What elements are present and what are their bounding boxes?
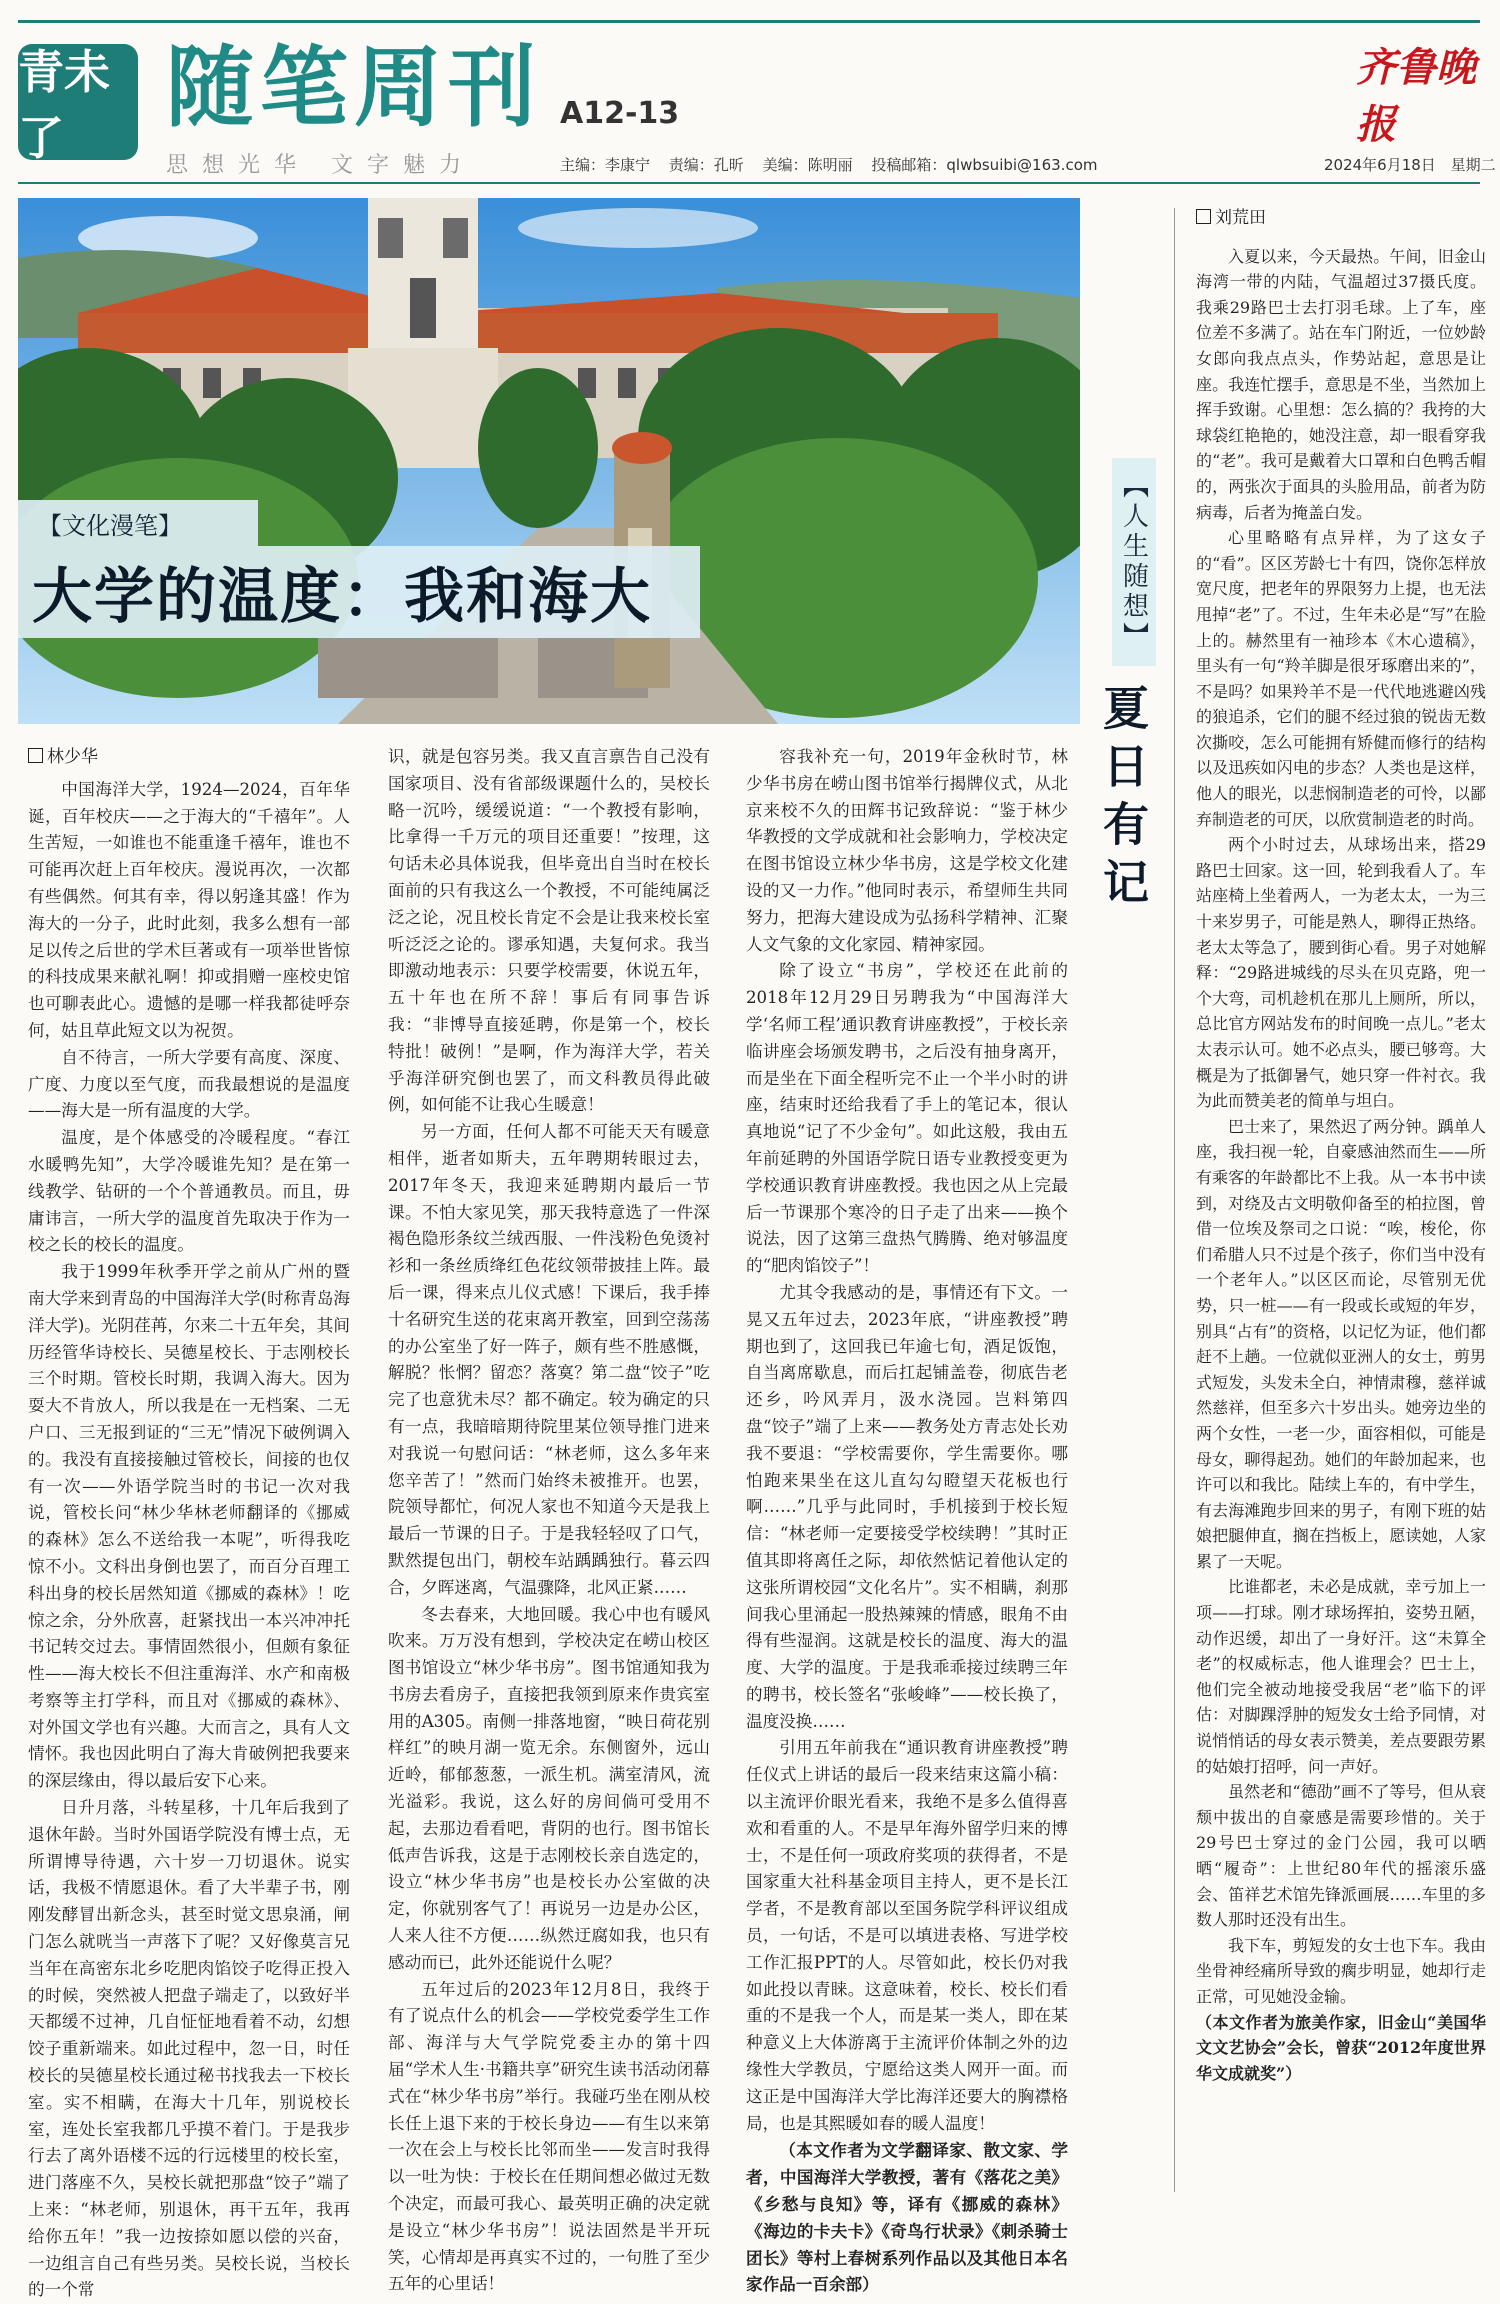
header-rule-top [18,20,1480,23]
paragraph: 五年过后的2023年12月8日，我终于有了说点什么的机会——学校党委学生工作部、海洋与大气学院党委主办的第十四届“学术人生·书籍共享”研究生读书活动闭幕式在“林少华书房”举行。我碰巧坐在刚从校长任上退下来的于校长身边——有生以来第一次在会上与校长比邻而坐——发言时我得以一吐为快：于校长在任期间想必做过无数个决定，而最可我心、最英明正确的决定就是设立“林少华书房”！说法固然是半开玩笑，心情却是再真实不过的，一句胜了至少五年的心里话！ [388,1979,710,2294]
chief-editor: 主编：李康宁 [560,156,651,174]
paragraph: 另一方面，任何人都不可能天天有暖意相伴，逝者如斯夫，五年聘期转眼过去，2017年冬天，我迎来延聘期内最后一节课。不怕大家见笑，那天我特意选了一件深褐色隐形条纹兰绒西服、一件浅粉色免烫衬衫和一条丝质绛红色花纹领带披挂上阵。最后一课，得来点儿仪式感！下课后，我手捧十名研究生送的花束离开教室，回到空荡荡的办公室坐了好一阵子，颇有些不胜感慨，解脱？怅惘？留恋？落寞？第二盘“饺子”吃完了也意犹未尽？都不确定。较为确定的只有一点，我暗暗期待院里某位领导推门进来对我说一句慰问话：“林老师，这么多年来您辛苦了！”然而门始终未被推开。也罢，院领导都忙，何况人家也不知道今天是我上最后一节课的日子。于是我轻轻叹了口气，默然提包出门，朝校车站踽踽独行。暮云四合，夕晖迷离，气温骤降，北风正紧…… [388,1122,710,1597]
paragraph: 入夏以来，今天最热。午间，旧金山海湾一带的内陆，气温超过37摄氏度。我乘29路巴士去打羽毛球。上了车，座位差不多满了。站在车门附近，一位妙龄女郎向我点点头，作势站起，意思是让座。我连忙摆手，意思是不坐，当然加上挥手致谢。心里想：怎么搞的？我挎的大球袋红艳艳的，她没注意，却一眼看穿我的“老”。我可是戴着大口罩和白色鸭舌帽的，两张次于面具的头脸用品，前者为防病毒，后者为掩盖白发。 [1196,246,1486,522]
editor-credits [560,154,1111,175]
paragraph: 虽然老和“德劭”画不了等号，但从衰颓中拔出的自豪感是需要珍惜的。关于29号巴士穿过的金门公园，我可以晒晒“履奇”：上世纪80年代的摇滚乐盛会、笛祥艺术馆先锋派画展……车里的多数人那时还没有出生。 [1196,1782,1486,1930]
paragraph: 两个小时过去，从球场出来，搭29路巴士回家。这一回，轮到我看人了。车站座椅上坐着两人，一为老太太，一为三十来岁男子，可能是熟人，聊得正热络。老太太等急了，腰到街心看。男子对她解释：“29路进城线的尽头在贝克路，兜一个大弯，司机趁机在那儿上厕所，所以，总比官方网站发布的时间晚一点儿。”老太太表示认可。她不必点头，腰已够弯。大概是为了抵御暑气，她只穿一件衬衣。我为此而赞美老的简单与坦白。 [1196,835,1486,1111]
article-column-2 [388,744,710,2298]
article-category-tag: 【文化漫笔】 [18,500,258,546]
author-note: （本文作者为文学翻译家、散文家、学者，中国海洋大学教授，著有《落花之美》《乡愁与良知》等，译有《挪威的森林》《海边的卡夫卡》《奇鸟行状录》《刺杀骑士团长》等村上春树系列作品以及其他日本名家作品一百余部） [746,2140,1068,2295]
sidebar-author-name: 刘荒田 [1215,208,1266,228]
paragraph: 自不待言，一所大学要有高度、深度、广度、力度以至气度，而我最想说的是温度——海大是一所有温度的大学。 [28,1047,350,1121]
sidebar-divider [1174,208,1175,2192]
article-column-3 [746,744,1068,2298]
author-name: 林少华 [47,747,98,767]
paragraph: 温度，是个体感受的冷暖程度。“春江水暖鸭先知”，大学冷暖谁先知？是在第一线教学、钻研的一个个普通教员。而且，毋庸讳言，一所大学的温度首先取决于作为一校之长的校长的温度。 [28,1128,350,1255]
column-logo: 青未了 [18,44,138,160]
campus-photo [18,198,1080,724]
paragraph: 心里略略有点异样，为了这女子的“看”。区区芳龄七十有四，饶你怎样放宽尺度，把老年的界限努力上提，也无法甩掉“老”了。不过，生年未必是“写”在脸上的。赫然里有一袖珍本《木心遗稿》，里头有一句“羚羊脚是很牙琢磨出来的”，不是吗？如果羚羊不是一代代地逃避凶残的狼追杀，它们的腿不经过狼的锐齿无数次撕咬，怎么可能拥有矫健而修行的结构以及迅疾如闪电的步态？人类也是这样，他人的眼光，以悲悯制造老的可怜，以鄙弃制造老的可厌，以欣赏制造老的时尚。 [1196,528,1486,829]
sidebar-column [1196,206,1486,2086]
art-editor: 美编：陈明丽 [762,156,853,174]
page-number: A12-13 [560,96,680,131]
page-title: 随笔周刊 [166,36,543,139]
paragraph: 日升月落，斗转星移，十几年后我到了退休年龄。当时外国语学院没有博士点，无所谓博导待遇，六十岁一刀切退休。说实话，我极不情愿退休。看了大半辈子书，刚刚发酵冒出新念头，甚至时觉文思泉涌，闸门怎么就咣当一声落下了呢？又好像莫言兄当年在高密东北乡吃肥肉馅饺子吃得正投入的时候，突然被人把盘子端走了，以致好半天都缓不过神，几自怔怔地看着不动，幻想饺子重新端来。如此过程中，忽一日，时任校长的吴德星校长通过秘书找我去一下校长室。实不相瞒，在海大十几年，别说校长室，连处长室我都几乎摸不着门。于是我步行去了离外语楼不远的行远楼里的校长室，进门落座不久，吴校长就把那盘“饺子”端了上来：“林老师，别退休，再干五年，我再给你五年！”我一边按捺如愿以偿的兴奋，一边组言自己有些另类。吴校长说，当校长的一个常 [28,1798,350,2300]
responsible-editor: 责编：孔昕 [668,156,744,174]
sidebar-author-byline [1196,206,1486,232]
paragraph: 识，就是包容另类。我又直言禀告自己没有国家项目、没有省部级课题什么的，吴校长略一沉吟，缓缓说道：“一个教授有影响，比拿得一千万元的项目还重要！”按理，这句话未必具体说我，但毕竟出自当时在校长面前的只有我这么一个教授，不可能纯属泛泛之论，况且校长肯定不会是让我来校长室听泛泛之论的。谬承知遇，夫复何求。我当即激动地表示：只要学校需要，休说五年，五十年也在所不辞！事后有同事告诉我：“非博导直接延聘，你是第一个，校长特批！破例！”是啊，作为海洋大学，若关乎海洋研究倒也罢了，而文科教员得此破例，如何能不让我心生暖意！ [388,747,710,1115]
slogan: 思想光华 文字魅力 [166,153,475,178]
article-column-1 [28,744,350,2304]
sidebar-headline: 夏日有记 [1096,684,1150,916]
date-text: 2024年6月18日 [1324,156,1436,174]
paragraph: 比谁都老，未必是成就，幸亏加上一项——打球。刚才球场挥拍，姿势丑陋，动作迟缓，却出了一身好汗。这“未算全老”的权威标志，他人谁理会？巴士上，他们完全被动地接受我居“老”临下的评估：对脚踝浮肿的短发女士给予同情，对说悄悄话的母女表示赞美，差点要跟劳累的姑娘打招呼，问一声好。 [1196,1577,1486,1776]
paragraph: 尤其令我感动的是，事情还有下文。一晃又五年过去，2023年底，“讲座教授”聘期也到了，这回我已年逾七旬，酒足饭饱，自当离席歇息，而后扛起铺盖卷，彻底告老还乡，吟风弄月，汲水浇园。岂料第四盘“饺子”端了上来——教务处方青志处长劝我不要退：“学校需要你，学生需要你。哪怕跑来果坐在这儿直勾勾瞪望天花板也行啊……”几乎与此同时，手机接到于校长短信：“林老师一定要接受学校续聘！”其时正值其即将离任之际，却依然惦记着他认定的这张所谓校园“文化名片”。实不相瞒，刹那间我心里涌起一股热辣辣的情感，眼角不由得有些湿润。这就是校长的温度、海大的温度、大学的温度。于是我乖乖接过续聘三年的聘书，校长签名“张峻峰”——校长换了，温度没换…… [746,1282,1068,1731]
paragraph: 容我补充一句，2019年金秋时节，林少华书房在崂山图书馆举行揭牌仪式，从北京来校不久的田辉书记致辞说：“鉴于林少华教授的文学成就和社会影响力，学校决定在图书馆设立林少华书房，这是学校文化建设的又一力作。”他同时表示，希望师生共同努力，把海大建设成为弘扬科学精神、汇聚人文气象的文化家园、精神家园。 [746,747,1068,954]
sidebar-category-tag: 【人生随想】 [1112,458,1156,666]
author-byline [28,744,350,771]
submission-email[interactable]: 投稿邮箱：qlwbsuibi@163.com [871,156,1098,174]
paragraph: 我下车，剪短发的女士也下车。我由坐骨神经痛所导致的瘸步明显，她却行走正常，可见她没金输。 [1196,1935,1486,2006]
byline-box-icon [28,748,43,763]
paragraph: 中国海洋大学，1924—2024，百年华诞，百年校庆——之于海大的“千禧年”。人生苦短，一如谁也不能重逢千禧年，谁也不可能再次赶上百年校庆。漫说再次，一次都有些偶然。何其有幸，得以躬逢其盛！作为海大的一分子，此时此刻，我多么想有一部足以传之后世的学术巨著或有一项举世皆惊的科技成果来献礼啊！抑或捐赠一座校史馆也可聊表此心。遗憾的是哪一样我都徒呼奈何，姑且草此短文以为祝贺。 [28,779,350,1040]
paragraph: 除了设立“书房”，学校还在此前的2018年12月29日另聘我为“中国海洋大学‘名师工程’通识教育讲座教授”，于校长亲临讲座会场颁发聘书，之后没有抽身离开，而是坐在下面全程听完不止一个半小时的讲座，结束时还给我看了手上的笔记本，很认真地说“记了不少金句”。如此这般，我由五年前延聘的外国语学院日语专业教授变更为学校通识教育讲座教授。我也因之从上完最后一节课那个寒冷的日子走了出来——换个说法，因了这第三盘热气腾腾、绝对够温度的“肥肉馅饺子”！ [746,961,1068,1276]
weekday-text: 星期二 [1450,156,1496,174]
paragraph: 巴士来了，果然迟了两分钟。踽单人座，我扫视一轮，自豪感油然而生——所有乘客的年龄都比不上我。从一本书中读到，对绕及古文明敬仰备至的柏拉图，曾借一位埃及祭司之口说：“唉，梭伦，你们希腊人只不过是个孩子，你们当中没有一个老年人。”以区区而论，尽管别无优势，只一桩——有一段或长或短的年岁，别具“占有”的资格，以记忆为证，他们都赶不上趟。一位就似亚洲人的女士，剪男式短发，头发未全白，神情肃穆，慈祥诚然慈祥，但至多六十岁出头。她旁边坐的两个女性，一老一少，面容相似，可能是母女，聊得起劲。她们的年龄加起来，也许可以和我比。陆续上车的，有中学生，有去海滩跑步回来的男子，有刚下班的姑娘把腿伸直，搁在挡板上，愿读她，人家累了一天呢。 [1196,1116,1486,1571]
article-headline: 大学的温度：我和海大 [18,546,700,638]
paragraph: 冬去春来，大地回暖。我心中也有暖风吹来。万万没有想到，学校决定在崂山校区图书馆设立“林少华书房”。图书馆通知我为书房去看房子，直接把我领到原来作贵宾室用的A305。南侧一排落地窗，“映日荷花别样红”的映月湖一览无余。东侧窗外，远山近岭，郁郁葱葱，一派生机。满室清风，流光溢彩。我说，这么好的房间倘可受用不起，去那边看看吧，背阴的也行。图书馆长低声告诉我，这是于志刚校长亲自选定的，设立“林少华书房”也是校长办公室做的决定，你就别客气了！再说另一边是办公区，人来人往不方便……纵然迂腐如我，也只有感动而已，此外还能说什么呢？ [388,1604,710,1972]
issue-date [1314,154,1496,175]
header-rule [18,182,1480,184]
sidebar-author-note: （本文作者为旅美作家，旧金山“美国华文文艺协会”会长，曾获“2012年度世界华文成就奖”） [1196,2012,1486,2083]
paragraph: 我于1999年秋季开学之前从广州的暨南大学来到青岛的中国海洋大学(时称青岛海洋大学)。光阴荏苒，尔来二十五年矣，其间历经管华诗校长、吴德星校长、于志刚校长三个时期。管校长时期，我调入海大。因为耍大不肯放人，所以我是在一无档案、二无户口、三无报到证的“三无”情况下破例调入的。我没有直接接触过管校长，间接的也仅有一次——外语学院当时的书记一次对我说，管校长问“林少华林老师翻译的《挪威的森林》怎么不送给我一本呢”，听得我吃惊不小。文科出身倒也罢了，而百分百理工科出身的校长居然知道《挪威的森林》！吃惊之余，分外欣喜，赶紧找出一本兴冲冲托书记转交过去。事情固然很小，但颇有象征性——海大校长不但注重海洋、水产和南极考察等主打学科，而且对《挪威的森林》、对外国文学也有兴趣。大而言之，具有人文情怀。我也因此明白了海大肯破例把我要来的深层缘由，得以最后安下心来。 [28,1262,350,1791]
paragraph: 引用五年前我在“通识教育讲座教授”聘任仪式上讲话的最后一段来结束这篇小稿：以主流评价眼光看来，我绝不是多么值得喜欢和看重的人。不是早年海外留学归来的博士，不是任何一项政府奖项的获得者，不是国家重大社科基金项目主持人，更不是长江学者，不是教育部以至国务院学科评议组成员，一句话，不是可以填进表格、写进学校工作汇报PPT的人。尽管如此，校长仍对我如此投以青睐。这意味着，校长、校长们看重的不是我一个人，而是某一类人，即在某种意义上大体游离于主流评价体制之外的边缘性大学教员，宁愿给这类人网开一面。而这正是中国海洋大学比海洋还要大的胸襟格局，也是其熙暖如春的暖人温度！ [746,1738,1068,2133]
newspaper-brand: 齐鲁晚报 [1356,44,1476,148]
byline-box-icon [1196,209,1211,224]
